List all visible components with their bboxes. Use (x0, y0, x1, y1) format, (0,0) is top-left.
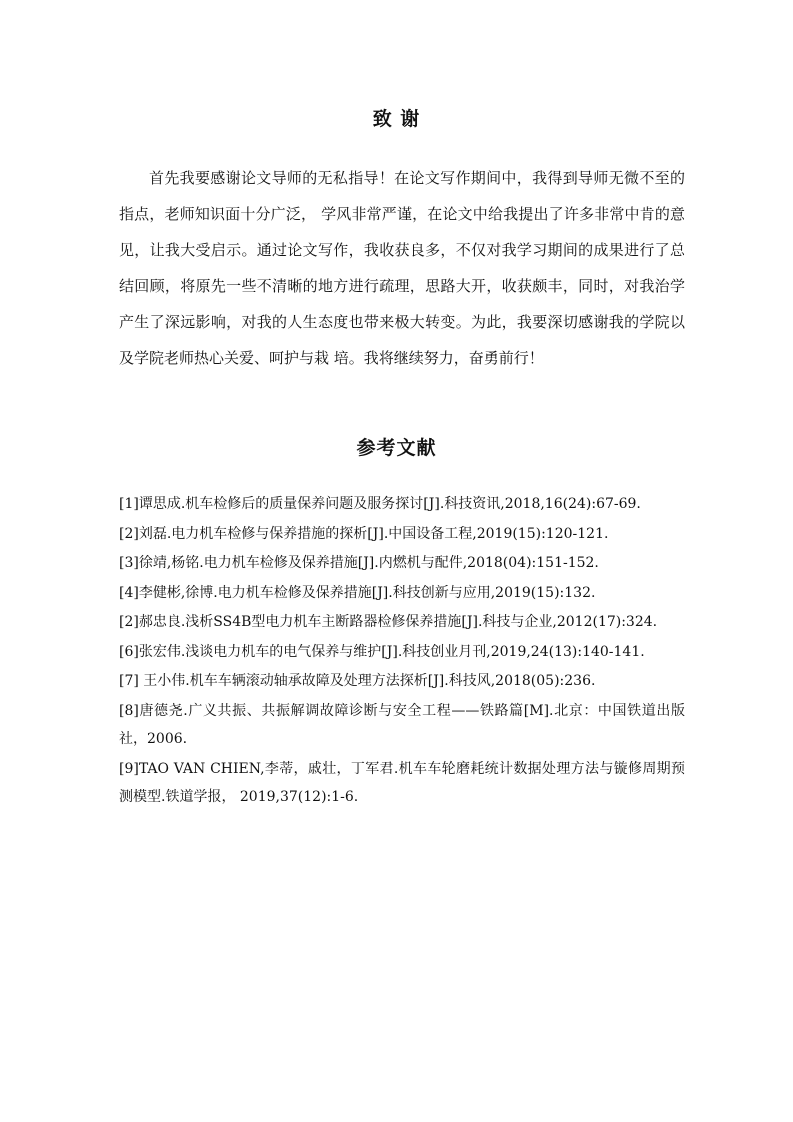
reference-item-8: [8]唐德尧.广义共振、共振解调故障诊断与安全工程——铁路篇[M].北京：中国铁道出版社，2006. (119, 702, 685, 747)
references-title: 参考文献 (356, 437, 437, 459)
acknowledgement-paragraph: 首先我要感谢论文导师的无私指导！在论文写作期间中，我得到导师无微不至的指点，老师知识面十分广泛， 学风非常严谨，在论文中给我提出了许多非常中肯的意见，让我大受启示。通过论文写作，我收获良多，不仅对我学习期间的成果进行了总结回顾，将原先一些不清晰的地方进行疏理，思路大开，收获颇丰，同时，对我治学产生了深远影响，对我的人生态度也带来极大转变。为此，我要深切感谢我的学院以及学院老师热心关爱、呵护与栽 培。我将继续努力，奋勇前行！ (119, 169, 685, 367)
reference-item-7: [7] 王小伟.机车车辆滚动轴承故障及处理方法探析[J].科技风,2018(05):236. (119, 673, 596, 689)
reference-item-1: [1]谭思成.机车检修后的质量保养问题及服务探讨[J].科技资讯,2018,16(24):67-69. (119, 496, 641, 512)
reference-list (119, 490, 685, 813)
reference-item-4: [4]李健彬,徐博.电力机车检修及保养措施[J].科技创新与应用,2019(15):132. (119, 584, 596, 601)
reference-item-2: [2]刘磊.电力机车检修与保养措施的探析[J].中国设备工程,2019(15):120-121. (119, 525, 609, 542)
reference-item-5: [2]郝忠良.浅析SS4B型电力机车主断路器检修保养措施[J].科技与企业,2012(17):324. (119, 614, 658, 630)
reference-item-9: [9]TAO VAN CHIEN,李蒂，戚壮，丁军君.机车车轮磨耗统计数据处理方法与镟修周期预测模型.铁道学报， 2019,37(12):1-6. (119, 760, 685, 805)
reference-item-6: [6]张宏伟.浅谈电力机车的电气保养与维护[J].科技创业月刊,2019,24(13):140-141. (119, 643, 645, 660)
reference-item-3: [3]徐靖,杨铭.电力机车检修及保养措施[J].内燃机与配件,2018(04):151-152. (119, 555, 599, 571)
acknowledgement-title: 致 谢 (372, 108, 421, 130)
